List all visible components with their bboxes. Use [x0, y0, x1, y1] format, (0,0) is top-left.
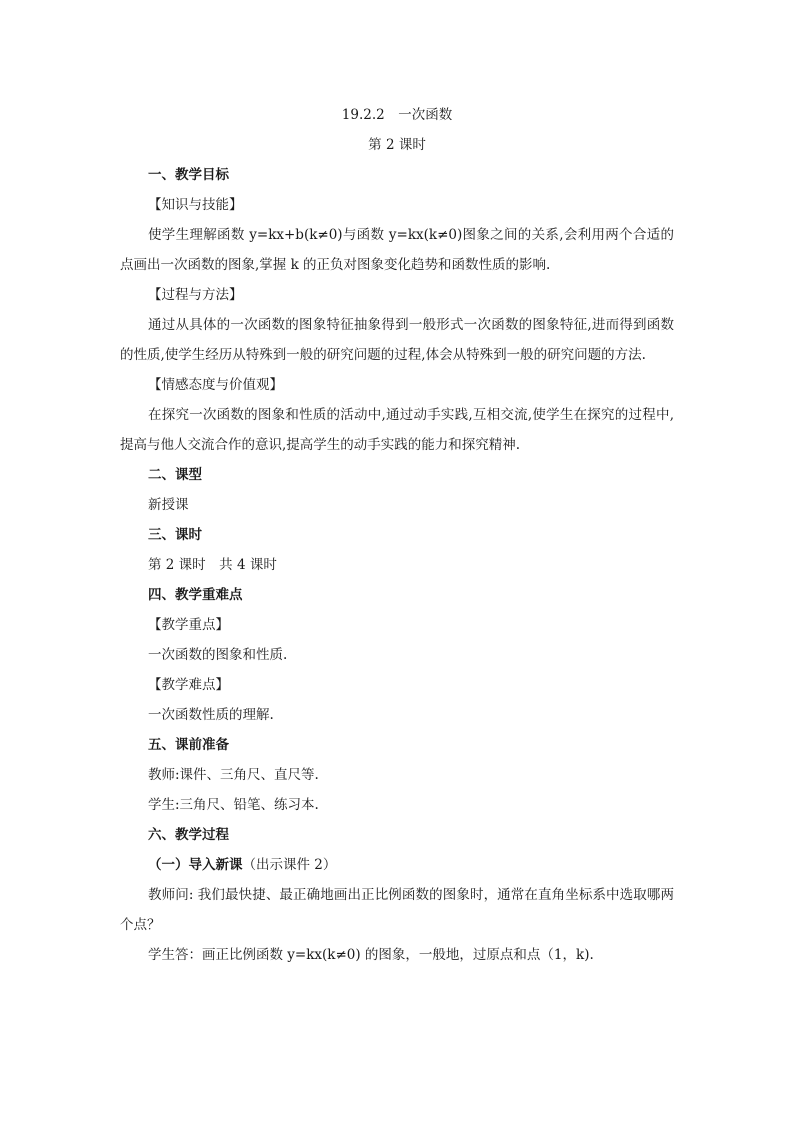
paragraph-teacher-question: 教师问: 我们最快捷、最正确地画出正比例函数的图象时，通常在直角坐标系中选取哪两个点？ — [120, 887, 674, 933]
section-heading-process: 六、教学过程 — [148, 827, 229, 843]
document-body — [120, 100, 674, 970]
document-title: 19.2.2 一次函数 — [341, 107, 453, 123]
text-difficult-points: 一次函数性质的理解. — [148, 707, 274, 723]
label-key-points: 【教学重点】 — [148, 617, 229, 633]
label-process-methods: 【过程与方法】 — [148, 287, 243, 303]
subsection-introduction-note: （出示课件 2） — [242, 857, 337, 873]
section-heading-class-hours: 三、课时 — [148, 527, 202, 543]
text-teacher-preparation: 教师:课件、三角尺、直尺等. — [148, 767, 319, 783]
section-heading-key-difficult: 四、教学重难点 — [148, 587, 243, 603]
text-class-hours: 第 2 课时 共 4 课时 — [148, 557, 277, 573]
subsection-introduction-title: （一）导入新课 — [148, 857, 243, 873]
document-subtitle: 第 2 课时 — [368, 137, 426, 153]
label-emotion-values: 【情感态度与价值观】 — [148, 377, 283, 393]
text-lesson-type: 新授课 — [148, 497, 189, 513]
section-heading-lesson-type: 二、课型 — [148, 467, 202, 483]
text-student-preparation: 学生:三角尺、铅笔、练习本. — [148, 797, 319, 813]
text-key-points: 一次函数的图象和性质. — [148, 647, 288, 663]
label-difficult-points: 【教学难点】 — [148, 677, 229, 693]
section-heading-preparation: 五、课前准备 — [148, 737, 229, 753]
section-heading-objectives: 一、教学目标 — [148, 167, 229, 183]
label-knowledge-skills: 【知识与技能】 — [148, 197, 243, 213]
paragraph-emotion-values: 在探究一次函数的图象和性质的活动中,通过动手实践,互相交流,使学生在探究的过程中,提高与他人交流合作的意识,提高学生的动手实践的能力和探究精神. — [120, 407, 674, 453]
paragraph-process-methods: 通过从具体的一次函数的图象特征抽象得到一般形式一次函数的图象特征,进而得到函数的性质,使学生经历从特殊到一般的研究问题的过程,体会从特殊到一般的研究问题的方法. — [120, 317, 674, 363]
paragraph-student-answer: 学生答：画正比例函数 y=kx(k≠0) 的图象，一般地，过原点和点（1，k). — [148, 947, 594, 963]
subsection-introduction — [120, 850, 674, 880]
paragraph-knowledge-skills: 使学生理解函数 y=kx+b(k≠0)与函数 y=kx(k≠0)图象之间的关系,会利用两个合适的点画出一次函数的图象,掌握 k 的正负对图象变化趋势和函数性质的影响. — [120, 227, 674, 273]
